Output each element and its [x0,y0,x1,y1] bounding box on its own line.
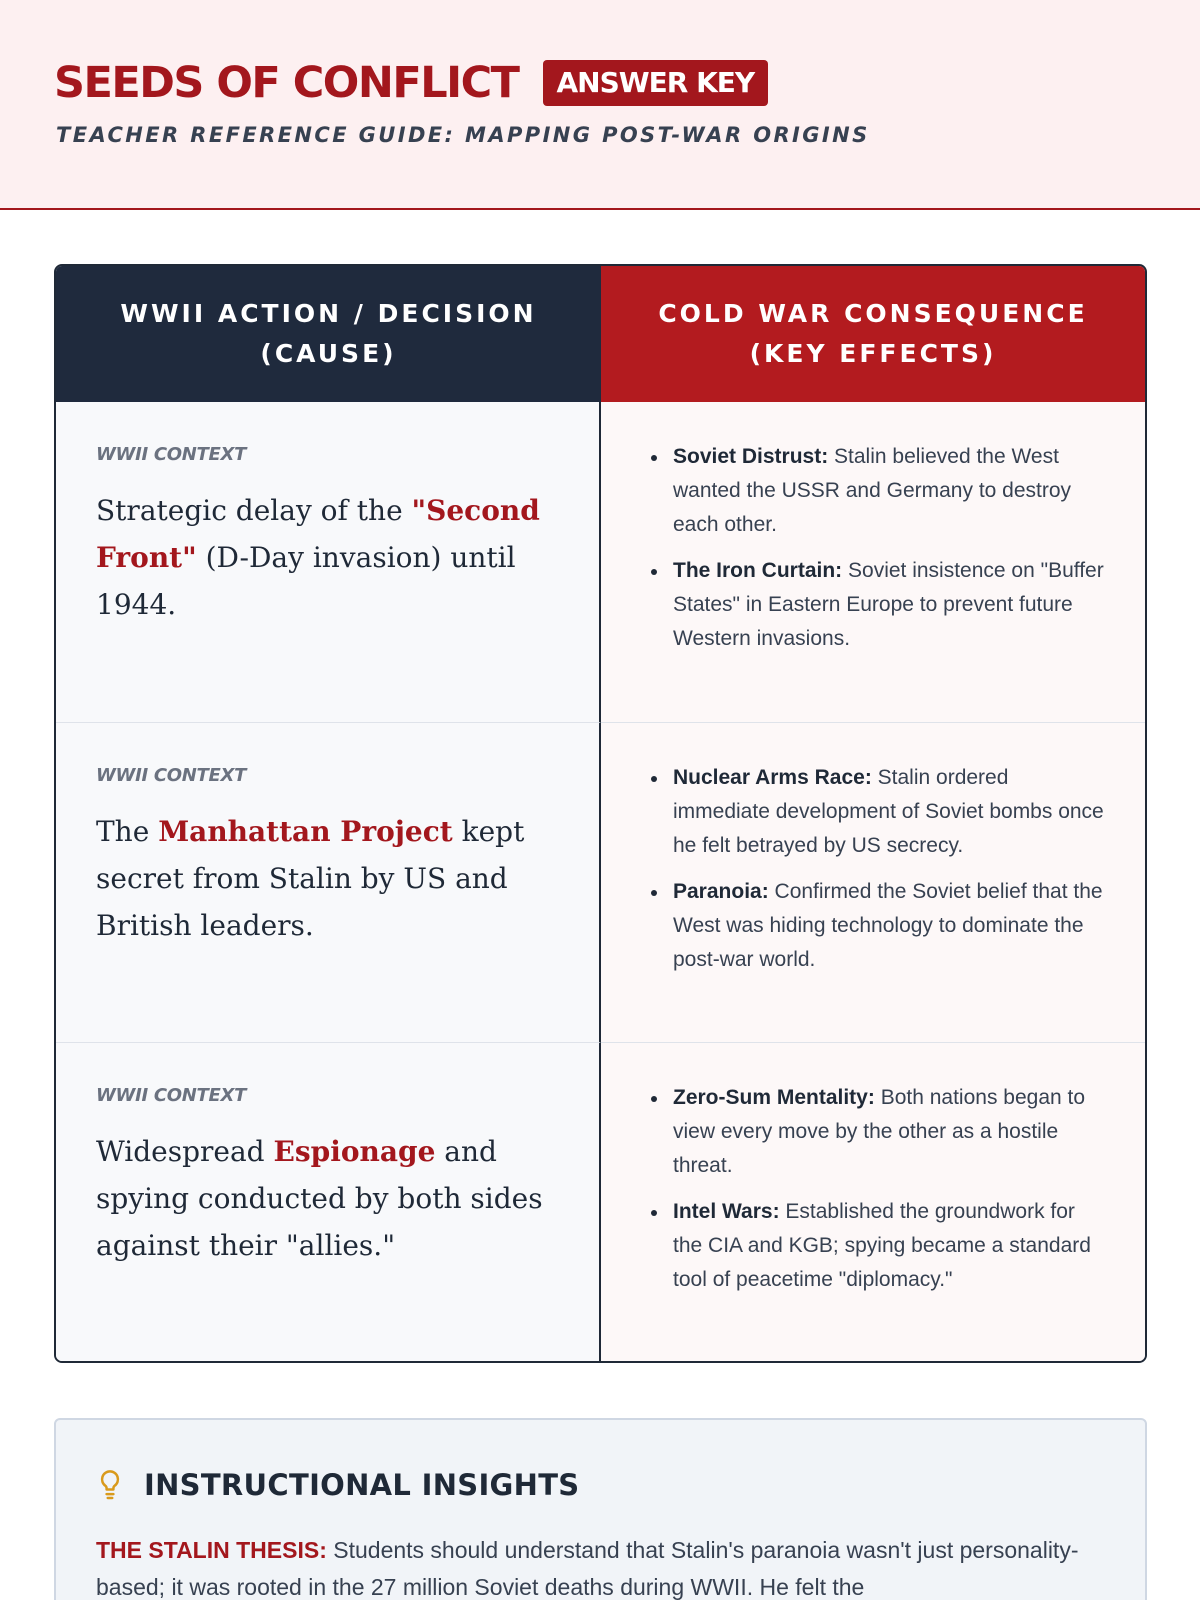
insights-title: INSTRUCTIONAL INSIGHTS [144,1468,580,1502]
table-row [56,402,1145,722]
cause-text-pre: Widespread [96,1135,274,1168]
cause-highlight: Espionage [273,1135,436,1168]
effect-term: Nuclear Arms Race: [673,766,872,789]
cause-text-post: and spying conducted by both sides against their "allies." [96,1135,543,1262]
effect-text: Soviet insistence on "Buffer States" in Eastern Europe to prevent future Western invasions. [673,559,1104,650]
effects-list [645,440,1105,656]
effects-list [645,1081,1105,1297]
cause-text-post: kept secret from Stalin by US and British leaders. [96,815,525,942]
effect-text: Stalin ordered immediate development of Soviet bombs once he felt betrayed by US secrecy. [673,766,1104,857]
effect-item [645,554,1105,656]
effect-item [645,761,1105,863]
cause-cell [56,1042,601,1362]
effects-cell [601,722,1145,1042]
cause-text-post: (D-Day invasion) until 1944. [96,541,516,621]
title-row [54,58,768,108]
cause-text-pre: The [96,815,159,848]
answer-key-badge: ANSWER KEY [543,60,769,106]
column-header-cause-line2: (CAUSE) [260,339,397,368]
table-row [56,722,1145,1042]
effect-term: Zero-Sum Mentality: [673,1086,875,1109]
cause-highlight: Manhattan Project [158,815,453,848]
cause-effect-table [54,264,1147,1363]
effects-cell [601,402,1145,722]
effect-text: Confirmed the Soviet belief that the West was hiding technology to dominate the post-war world. [673,880,1103,971]
cause-text [96,1128,559,1269]
effect-item [645,1195,1105,1297]
insights-header [96,1468,1105,1502]
column-header-effect-line2: (KEY EFFECTS) [749,339,997,368]
column-header-effect-line1: COLD WAR CONSEQUENCE [658,299,1088,328]
context-label: WWII CONTEXT [96,765,247,786]
page-title: SEEDS OF CONFLICT [54,58,519,108]
effect-text: Both nations began to view every move by the other as a hostile threat. [673,1086,1086,1177]
effects-cell [601,1042,1145,1362]
insights-body [96,1532,1105,1600]
cause-text [96,808,559,949]
context-label: WWII CONTEXT [96,444,247,465]
effect-term: Intel Wars: [673,1200,780,1223]
cause-text [96,487,559,628]
column-header-cause [56,266,601,402]
table-row [56,1042,1145,1362]
page-header [0,0,1200,210]
cause-cell [56,402,601,722]
effect-text: Established the groundwork for the CIA and KGB; spying became a standard tool of peacetime "diplomacy." [673,1200,1091,1291]
cause-cell [56,722,601,1042]
context-label: WWII CONTEXT [96,1085,247,1106]
insights-label: THE STALIN THESIS: [96,1537,327,1563]
effect-term: Soviet Distrust: [673,445,829,468]
page-subtitle: TEACHER REFERENCE GUIDE: MAPPING POST-WAR ORIGINS [56,123,870,147]
effect-text: Stalin believed the West wanted the USSR and Germany to destroy each other. [673,445,1072,536]
table-header [56,266,1145,402]
lightbulb-icon [96,1468,124,1502]
column-header-effect [601,266,1145,402]
cause-highlight: "Second Front" [96,494,540,574]
instructional-insights-panel [54,1418,1147,1600]
effects-list [645,761,1105,977]
cause-text-pre: Strategic delay of the [96,494,412,527]
effect-term: Paranoia: [673,880,769,903]
column-header-cause-line1: WWII ACTION / DECISION [120,299,537,328]
effect-item [645,440,1105,542]
effect-item [645,875,1105,977]
effect-term: The Iron Curtain: [673,559,843,582]
effect-item [645,1081,1105,1183]
insights-text: Students should understand that Stalin's paranoia wasn't just personality-based; it was rooted in the 27 million Soviet deaths during WWII. He felt the [96,1537,1079,1600]
